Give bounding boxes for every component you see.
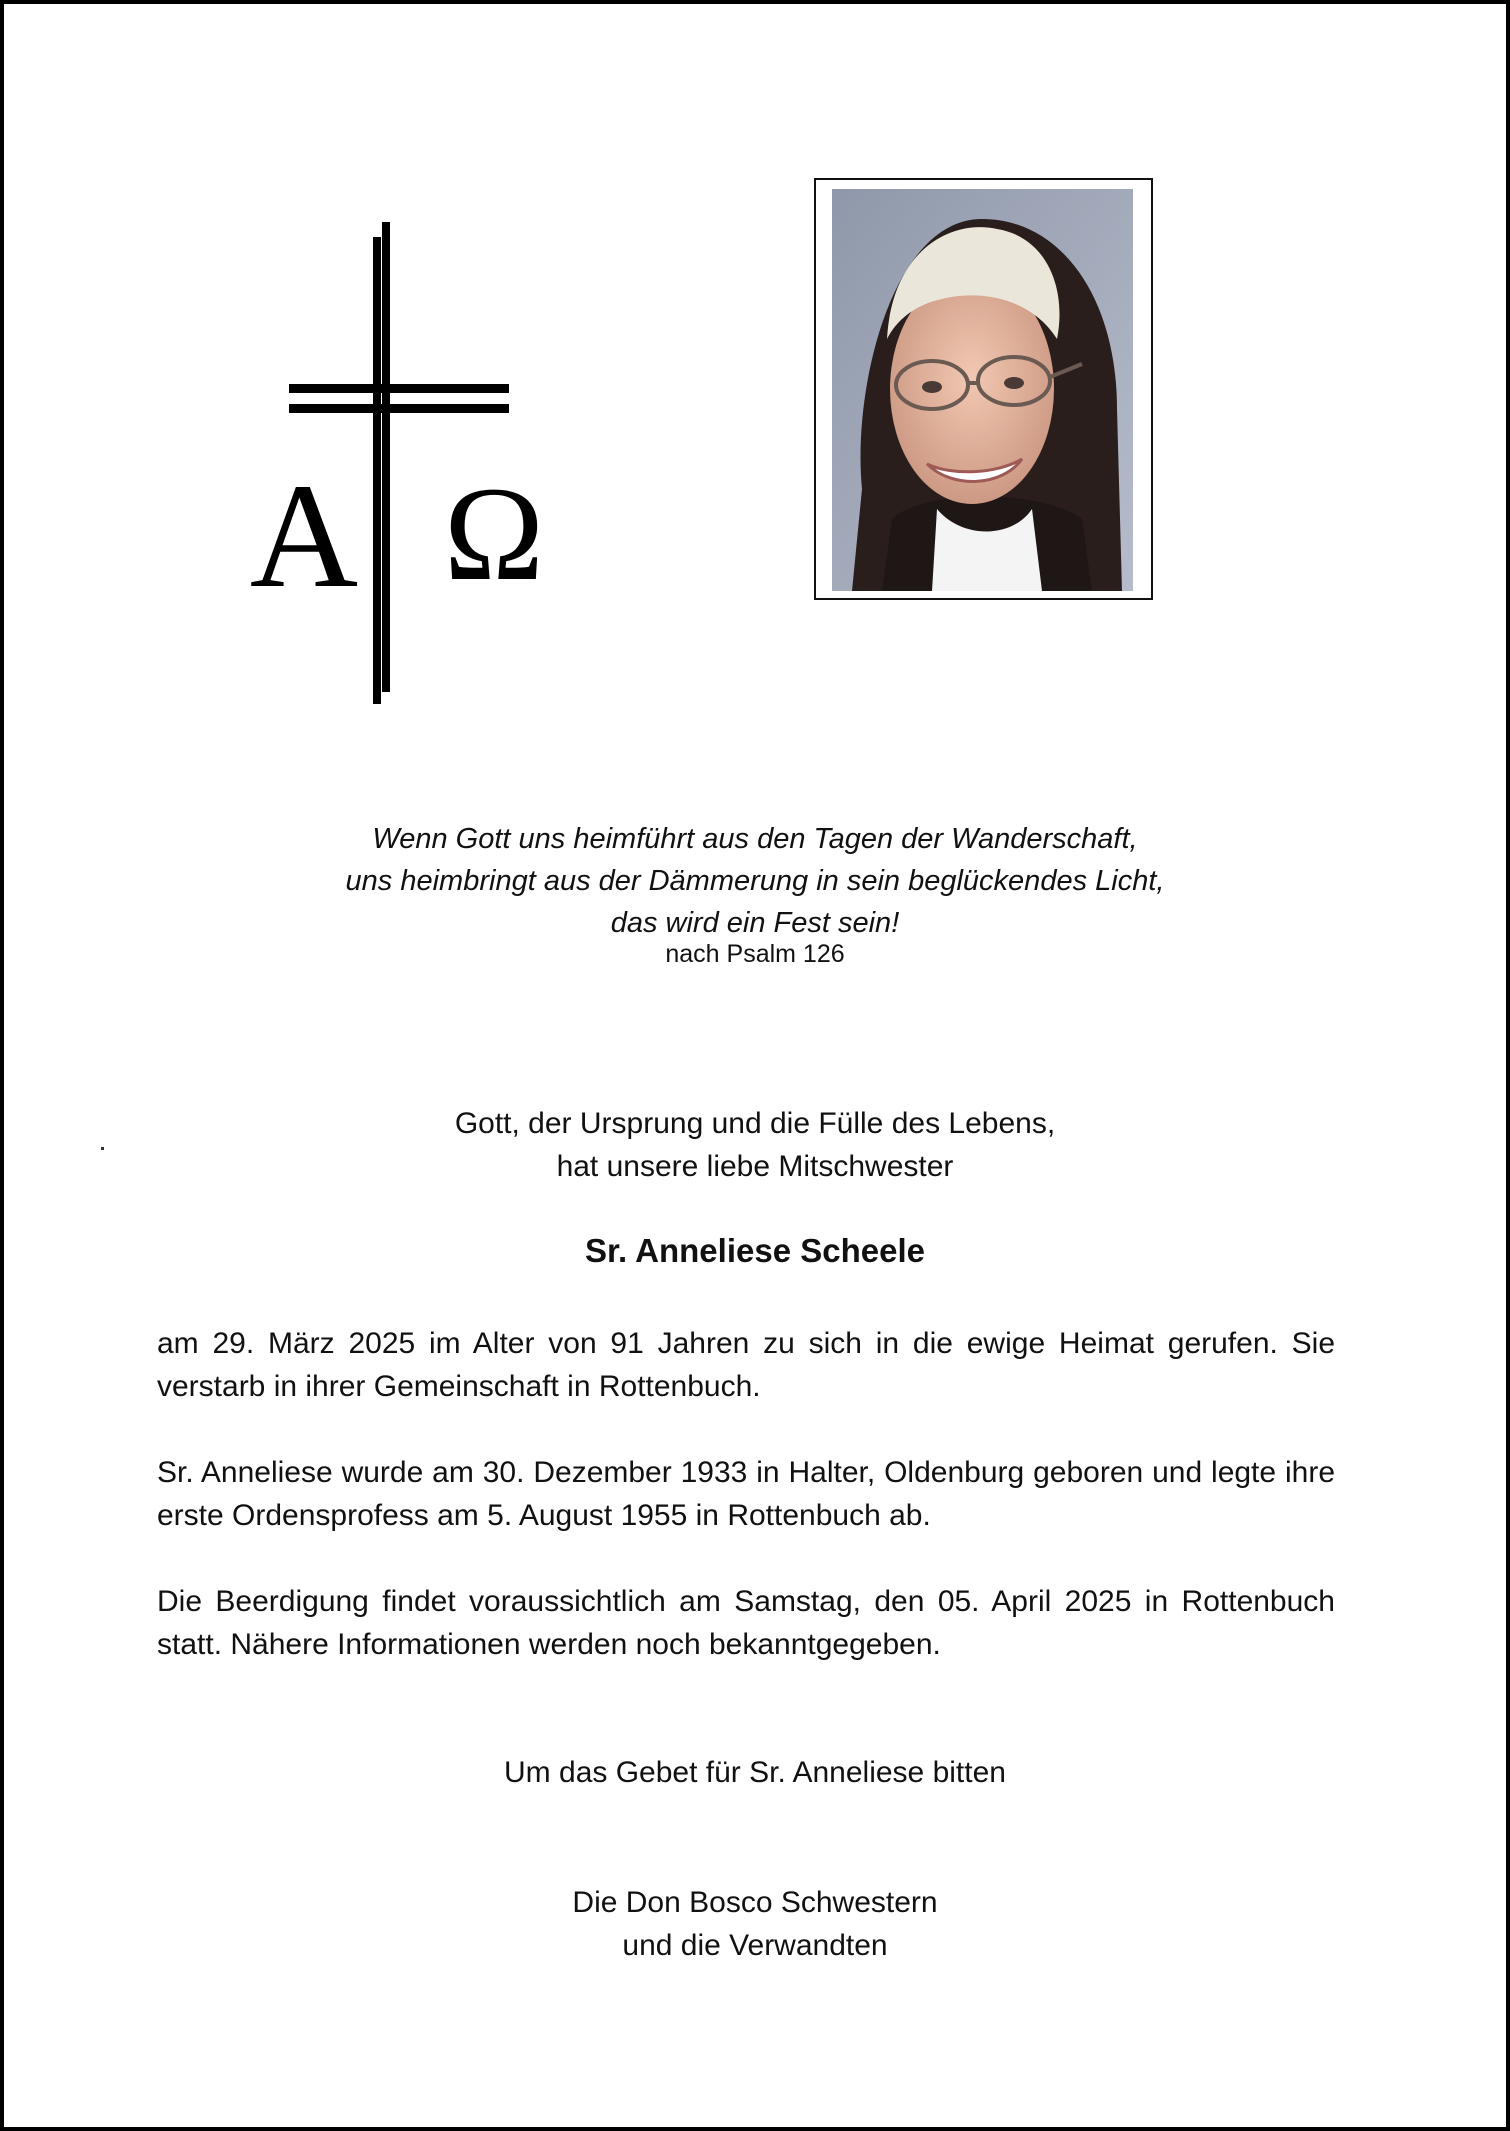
portrait-photo bbox=[832, 189, 1133, 591]
quote-line-2: uns heimbringt aus der Dämmerung in sein beglückendes Licht, bbox=[345, 865, 1165, 897]
intro-line-1: Gott, der Ursprung und die Fülle des Lebens, bbox=[454, 1107, 1056, 1140]
quote-line-1: Wenn Gott uns heimführt aus den Tagen der Wanderschaft, bbox=[372, 823, 1138, 855]
intro-text bbox=[4, 1102, 1506, 1188]
omega-letter: Ω bbox=[443, 460, 545, 609]
paragraph-death: am 29. März 2025 im Alter von 91 Jahren zu sich in die ewige Heimat gerufen. Sie verstarb in ihrer Gemeinschaft in Rottenbuch. bbox=[157, 1327, 1335, 1403]
quote-line-3: das wird ein Fest sein! bbox=[610, 907, 900, 939]
paragraph-biography: Sr. Anneliese wurde am 30. Dezember 1933 in Halter, Oldenburg geboren und legte ihre erste Ordensprofess am 5. August 1955 in Rottenbuch ab. bbox=[157, 1456, 1335, 1532]
alpha-omega-cross-icon bbox=[234, 214, 574, 704]
closing-prayer-request: Um das Gebet für Sr. Anneliese bitten bbox=[504, 1756, 1006, 1789]
stray-dot bbox=[101, 1147, 104, 1150]
intro-line-2: hat unsere liebe Mitschwester bbox=[556, 1150, 954, 1183]
paragraph-funeral: Die Beerdigung findet voraussichtlich am Samstag, den 05. April 2025 in Rottenbuch statt. Nähere Informationen werden noch bekanntgegeben. bbox=[157, 1585, 1335, 1661]
psalm-quote bbox=[4, 818, 1506, 944]
alpha-letter: A bbox=[249, 453, 359, 619]
signature bbox=[4, 1881, 1506, 1967]
deceased-name: Sr. Anneliese Scheele bbox=[585, 1232, 925, 1269]
signature-line-2: und die Verwandten bbox=[622, 1929, 888, 1962]
portrait-frame bbox=[814, 178, 1153, 600]
quote-source: nach Psalm 126 bbox=[665, 940, 845, 968]
signature-line-1: Die Don Bosco Schwestern bbox=[572, 1886, 938, 1919]
